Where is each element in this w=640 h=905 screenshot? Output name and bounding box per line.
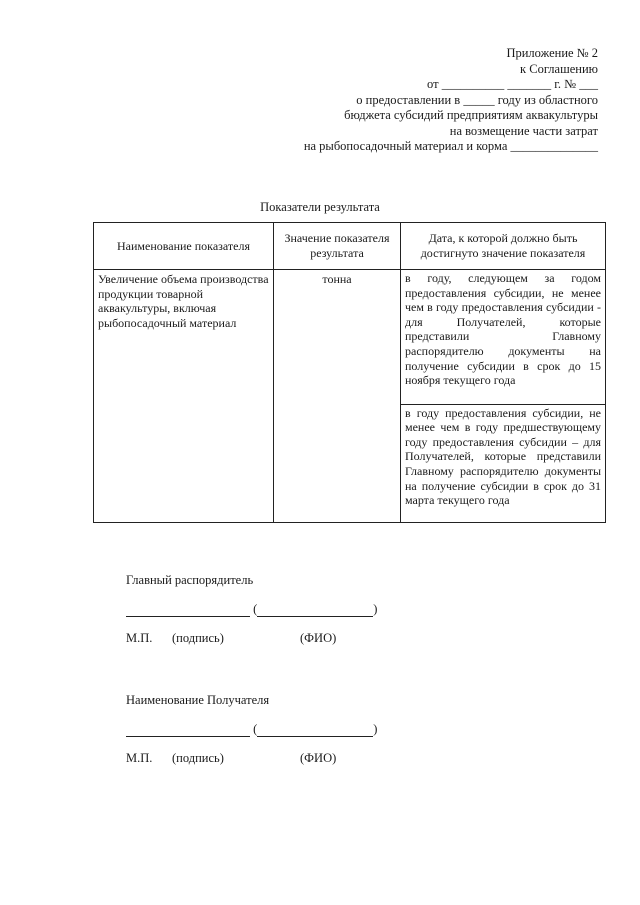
table-header-row: [94, 223, 606, 270]
fio-caption: (ФИО): [300, 631, 337, 645]
signature-role-label: Главный распорядитель: [126, 573, 254, 587]
page-title: Показатели результата: [260, 200, 380, 214]
signature-block-recipient: [126, 693, 546, 766]
sign-caption: (подпись): [172, 631, 224, 645]
signature-block-main-manager: [126, 573, 546, 646]
table-row: [94, 270, 606, 405]
target-date-cell-b: в году предоставления субсидии, не менее чем в году предшествующему году предоставления субсидии – для Получателей, которые представили Главному распорядителю документы на получение субсидии в срок до 31 марта текущего года: [401, 404, 606, 522]
document-header: [258, 46, 598, 155]
agreement-subject-line4: на рыбопосадочный материал и корма ______________: [303, 139, 598, 153]
appendix-number: Приложение № 2: [506, 46, 598, 60]
indicator-name-cell: Увеличение объема производства продукции товарной аквакультуры, включая рыбопосадочный материал: [94, 270, 274, 523]
seal-label: М.П.: [126, 751, 153, 765]
open-paren: (: [253, 602, 258, 616]
indicator-unit-cell: тонна: [274, 270, 401, 523]
signature-blank[interactable]: [126, 724, 250, 737]
fio-caption: (ФИО): [300, 751, 337, 765]
close-paren: ): [373, 722, 378, 736]
indicators-table: [93, 222, 606, 523]
signature-line: [126, 722, 546, 737]
signature-role-label: Наименование Получателя: [126, 693, 270, 707]
header-indicator-name: Наименование показателя: [94, 223, 274, 270]
agreement-subject-line2: бюджета субсидий предприятиям аквакультуры: [344, 108, 598, 122]
seal-label: М.П.: [126, 631, 153, 645]
close-paren: ): [373, 602, 378, 616]
signature-blank[interactable]: [126, 604, 250, 617]
open-paren: (: [253, 722, 258, 736]
agreement-reference: к Соглашению: [520, 61, 598, 76]
signature-captions: [126, 751, 546, 766]
signature-captions: [126, 631, 546, 646]
header-target-date: Дата, к которой должно быть достигнуто значение показателя: [401, 223, 606, 270]
fio-blank[interactable]: [257, 724, 373, 737]
header-indicator-value: Значение показателя результата: [274, 223, 401, 270]
fio-blank[interactable]: [257, 604, 373, 617]
agreement-subject-line3: на возмещение части затрат: [449, 123, 598, 138]
sign-caption: (подпись): [172, 751, 224, 765]
agreement-date-number: от __________ _______ г. № ___: [427, 77, 598, 91]
signature-line: [126, 602, 546, 617]
target-date-cell-a: в году, следующем за годом предоставления субсидии, не менее чем в году предоставления субсидии - для Получателей, которые представили Главному распорядителю документы на получение субсидии в срок до 15 ноября текущего года: [401, 270, 606, 405]
agreement-subject-line1: о предоставлении в _____ году из областного: [356, 92, 598, 107]
